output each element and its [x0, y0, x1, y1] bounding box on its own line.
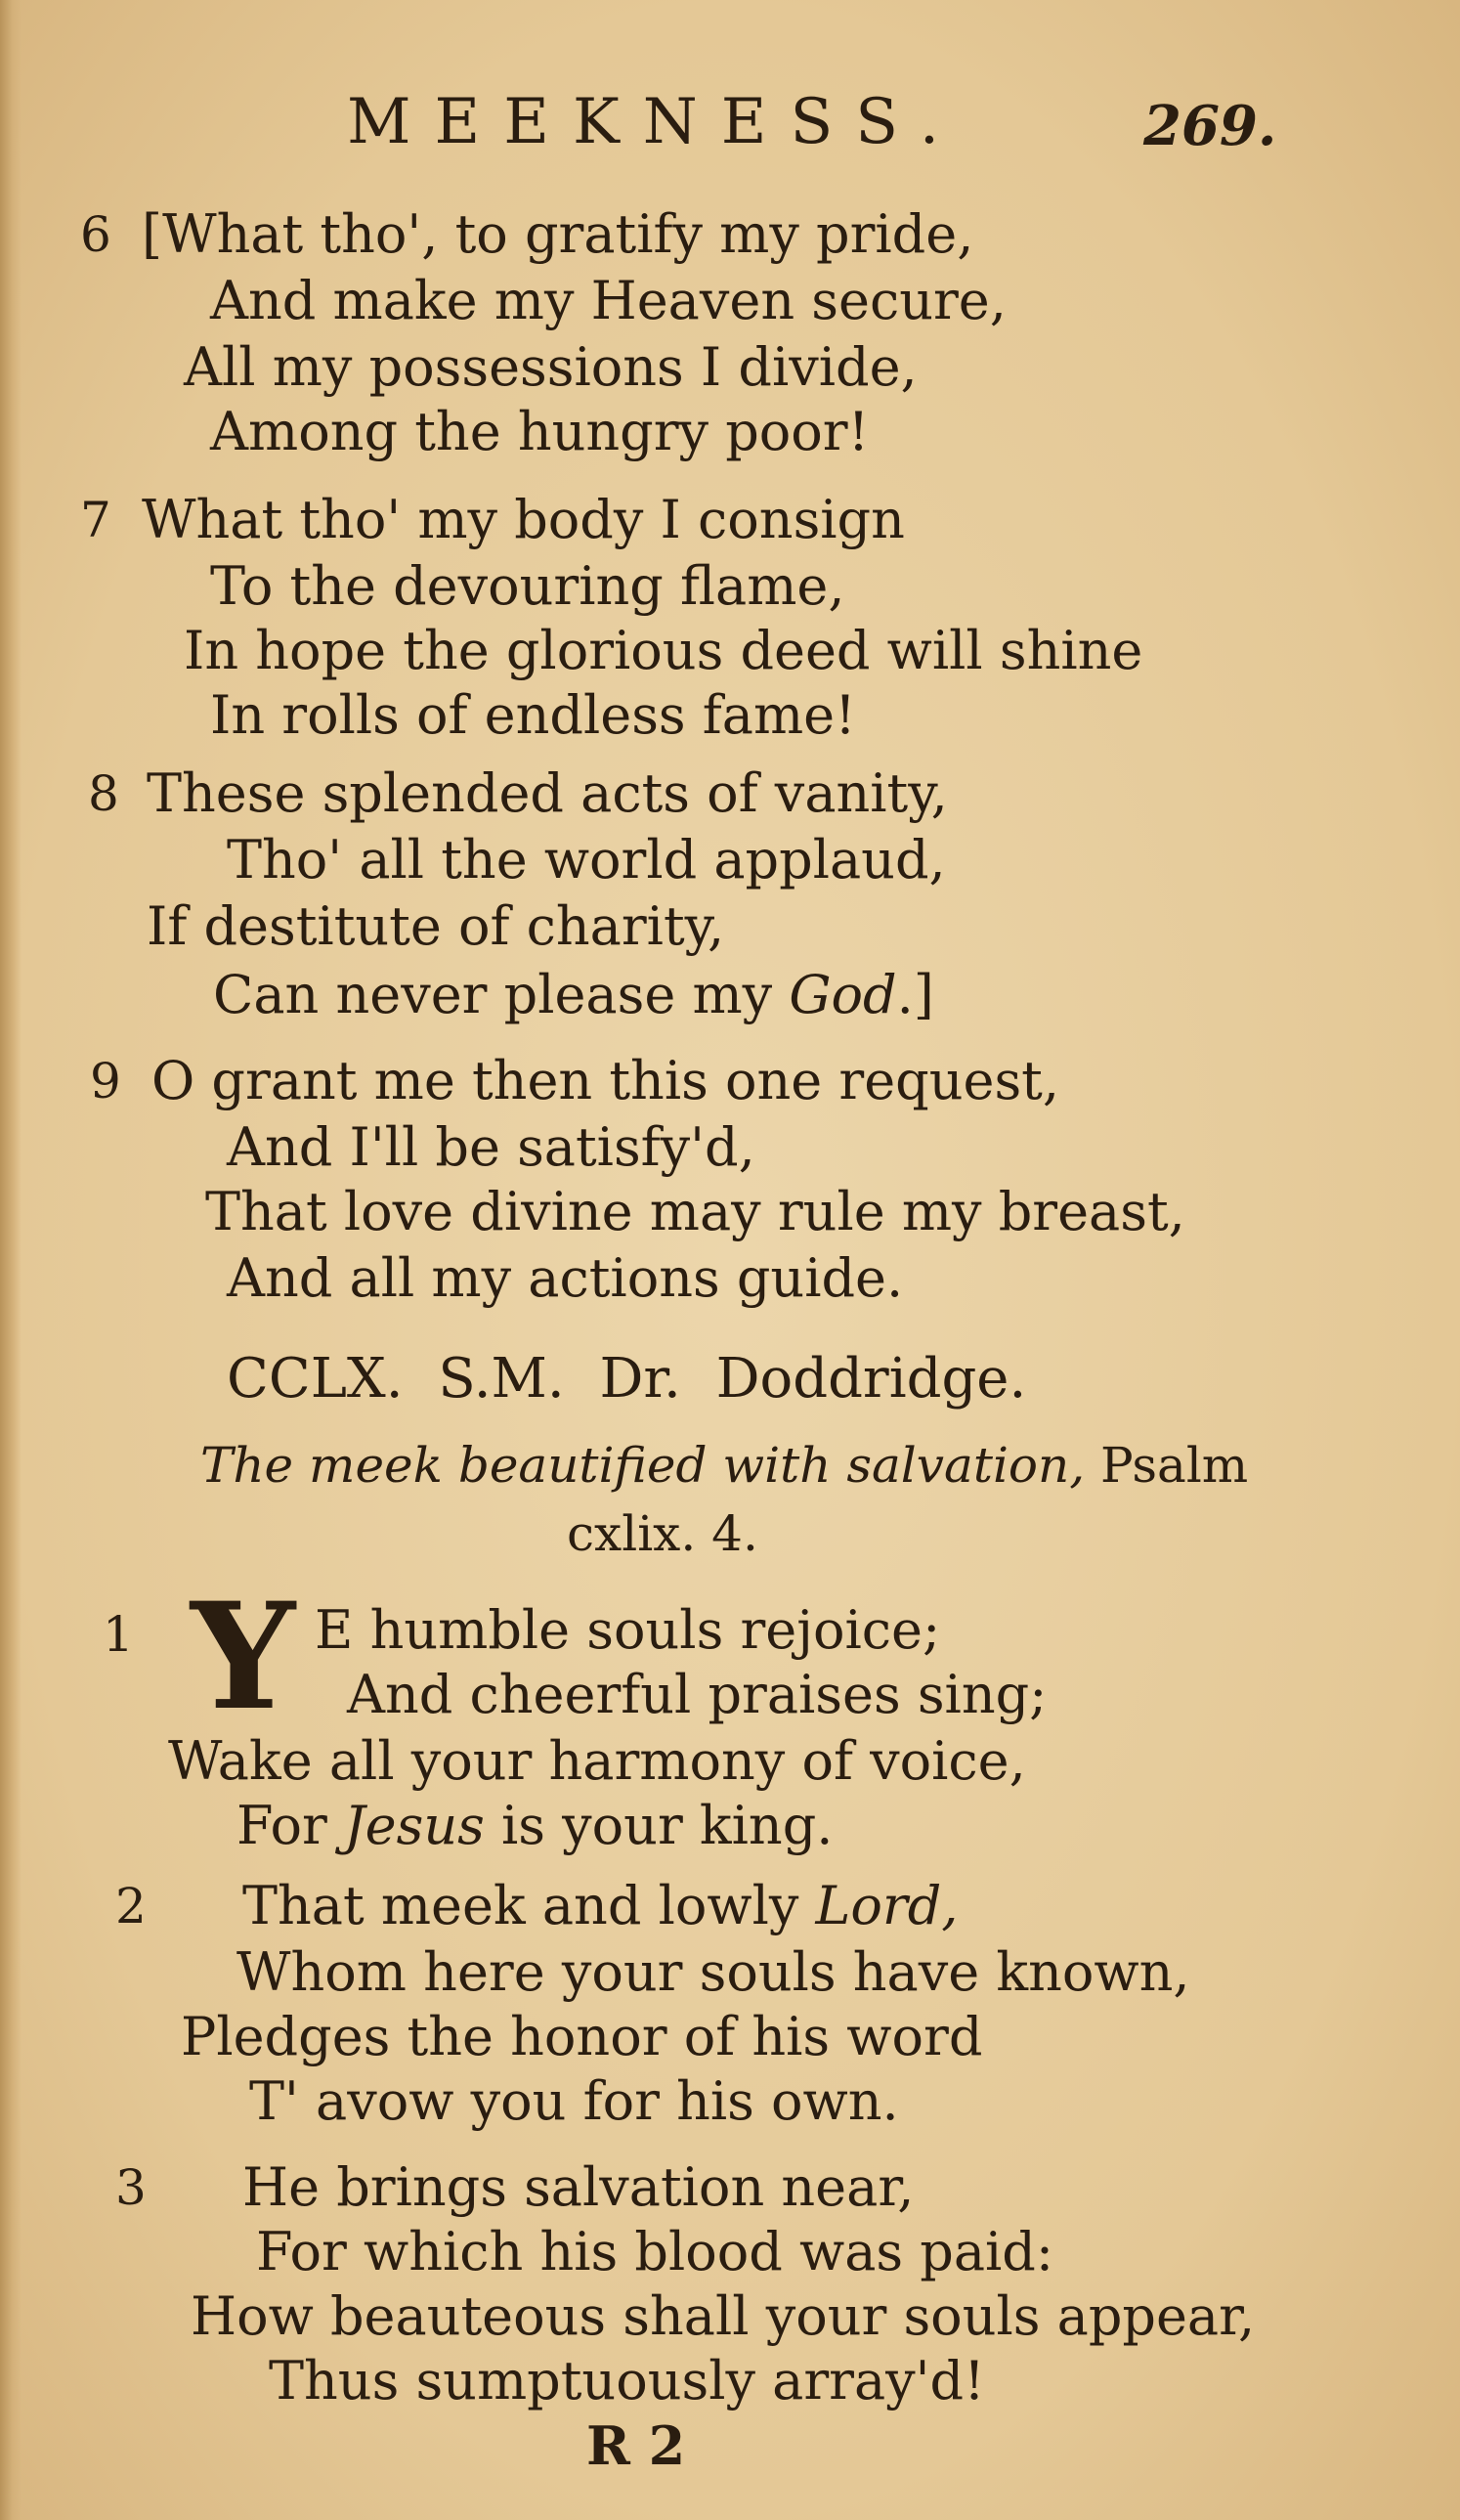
page-number: 269. [1143, 94, 1277, 158]
verse-line-text: Can never please my [213, 964, 773, 1025]
verse-line: And make my Heaven secure, [210, 270, 1007, 331]
italic-word: Lord, [815, 1875, 959, 1936]
stanza-number: 8 [88, 765, 119, 822]
verse-line: [What tho', to gratify my pride, [142, 203, 974, 265]
hymn-heading [227, 1347, 1026, 1411]
verse-line-text: is your king. [501, 1795, 834, 1856]
verse-line: And I'll be satisfy'd, [227, 1116, 755, 1178]
hymn-author: Dr. Doddridge. [599, 1347, 1027, 1411]
verse-line: How beauteous shall your souls appear, [191, 2285, 1256, 2347]
verse-line: He brings salvation near, [242, 2156, 915, 2218]
page-header [0, 86, 1460, 164]
verse-line: In hope the glorious deed will shine [184, 620, 1143, 681]
verse-line: Thus sumptuously array'd! [269, 2350, 985, 2411]
stanza-number: 2 [115, 1878, 147, 1934]
running-title: MEEKNESS. [347, 86, 964, 158]
signature-mark: R 2 [586, 2414, 686, 2477]
stanza-number: 7 [80, 492, 111, 548]
verse-line: For which his blood was paid: [256, 2221, 1054, 2282]
drop-cap: Y [191, 1571, 296, 1743]
verse-line-text: That meek and lowly [242, 1875, 799, 1936]
subject-reference: Psalm [1100, 1437, 1249, 1494]
verse-line: In rolls of endless fame! [210, 684, 856, 746]
verse-line: Among the hungry poor! [210, 401, 870, 462]
verse-line: What tho' my body I consign [142, 489, 905, 550]
verse-line: Wake all your harmony of voice, [168, 1730, 1026, 1792]
hymn-number: CCLX. [227, 1347, 404, 1411]
verse-line-text: For [236, 1795, 327, 1856]
verse-line: And cheerful praises sing; [347, 1664, 1048, 1725]
verse-line: That love divine may rule my breast, [205, 1181, 1185, 1242]
closing-bracket: .] [896, 964, 934, 1025]
verse-line: E humble souls rejoice; [315, 1599, 941, 1661]
stanza-number: 9 [90, 1053, 121, 1109]
hymn-meter: S.M. [438, 1347, 565, 1411]
verse-line: Whom here your souls have known, [236, 1941, 1190, 2003]
subject-text: The meek beautified with salvation, [200, 1437, 1086, 1494]
stanza-number: 1 [103, 1606, 134, 1663]
verse-line: Pledges the honor of his word [181, 2006, 983, 2067]
verse-line: O grant me then this one request, [151, 1050, 1060, 1111]
verse-line: These splended acts of vanity, [147, 762, 948, 824]
verse-line [213, 964, 934, 1026]
verse-line: All my possessions I divide, [184, 336, 918, 398]
italic-word: God [789, 964, 897, 1025]
subject-reference-cont: cxlix. 4. [567, 1505, 758, 1562]
verse-line: If destitute of charity, [147, 895, 725, 957]
page-gutter [0, 0, 21, 2520]
stanza-number: 6 [80, 206, 111, 263]
verse-line: T' avow you for his own. [249, 2070, 899, 2132]
stanza-number: 3 [115, 2159, 147, 2216]
verse-line: Tho' all the world applaud, [227, 829, 946, 891]
verse-line [242, 1875, 958, 1937]
verse-line: To the devouring flame, [210, 555, 845, 617]
verse-line [236, 1795, 833, 1857]
verse-line: And all my actions guide. [227, 1247, 904, 1309]
hymn-subject [200, 1437, 1248, 1494]
italic-word: Jesus [344, 1795, 485, 1856]
